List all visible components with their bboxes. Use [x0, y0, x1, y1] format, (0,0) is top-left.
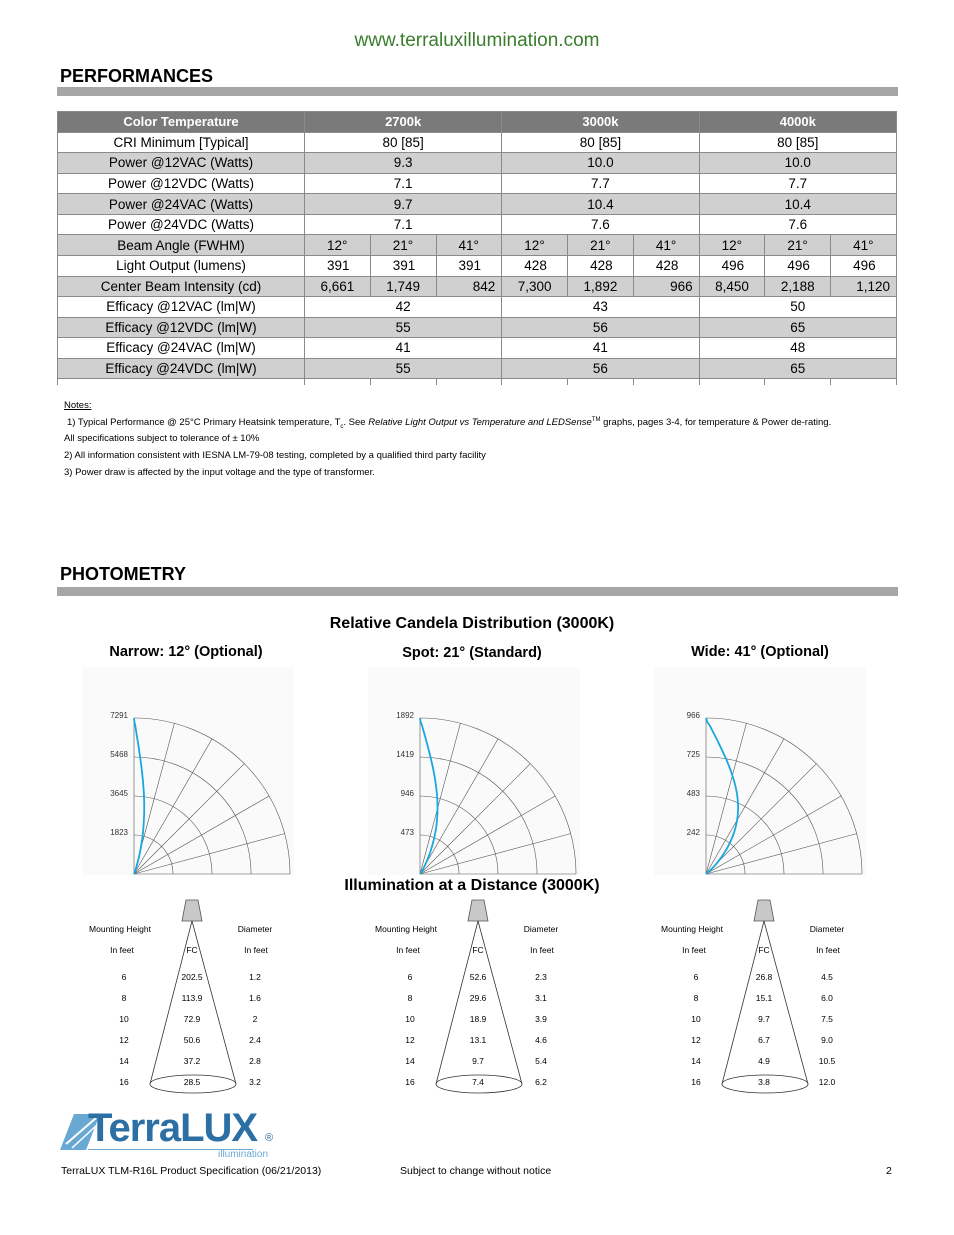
- diameter-value: 3.9: [535, 1014, 547, 1024]
- mounting-height-value: 8: [121, 993, 127, 1003]
- polar-spoke: [420, 834, 571, 874]
- table-cell: 42: [305, 297, 502, 318]
- diameter-value: 2: [252, 1014, 258, 1024]
- row-label: Power @12VDC (Watts): [58, 173, 305, 194]
- polar-spoke: [706, 739, 784, 874]
- table-tail-cell: [699, 379, 765, 385]
- fc-value: 15.1: [755, 993, 773, 1003]
- row-label: Power @12VAC (Watts): [58, 153, 305, 174]
- row-label: Light Output (lumens): [58, 255, 305, 276]
- mounting-height-value: 8: [693, 993, 699, 1003]
- table-cell: 12°: [699, 235, 765, 256]
- note-1-italic: Relative Light Output vs Temperature and LEDSense: [368, 417, 592, 429]
- table-row: [58, 338, 897, 359]
- lamp-icon: [754, 900, 774, 921]
- table-cell: 391: [436, 255, 502, 276]
- table-cell: 10.0: [699, 153, 896, 174]
- table-tail-cell: [370, 379, 436, 385]
- fc-value: 4.9: [758, 1056, 770, 1066]
- fc-value: 202.5: [181, 972, 203, 982]
- mounting-height-value: 6: [121, 972, 127, 982]
- polar-spoke: [134, 796, 269, 874]
- polar-tick-label: 1892: [396, 711, 414, 720]
- table-row: [58, 173, 897, 194]
- polar-spoke: [420, 723, 460, 874]
- polar-tick-label: 946: [400, 789, 414, 798]
- note-1-suffix: graphs, pages 3-4, for temperature & Power de-rating.: [600, 417, 832, 429]
- table-row: [58, 214, 897, 235]
- table-cell: 7.1: [305, 173, 502, 194]
- mounting-height-value: 10: [405, 1014, 415, 1024]
- table-cell: 10.4: [699, 194, 896, 215]
- table-cell: 41°: [633, 235, 699, 256]
- diameter-value: 10.5: [818, 1056, 836, 1066]
- table-cell: 496: [831, 255, 897, 276]
- mounting-height-value: 16: [405, 1077, 415, 1087]
- mounting-height-value: 14: [405, 1056, 415, 1066]
- table-cell: 7.6: [699, 214, 896, 235]
- polar-spoke: [134, 764, 244, 874]
- note-2: 2) All information consistent with IESNA LM-79-08 testing, completed by a qualified third party facility: [64, 450, 486, 462]
- row-label: Color Temperature: [58, 112, 305, 133]
- polar-tick-label: 473: [400, 828, 414, 837]
- in-feet-label: In feet: [244, 945, 268, 955]
- illumination-cone: [376, 896, 576, 1096]
- mounting-height-value: 10: [691, 1014, 701, 1024]
- polar-tick-label: 7291: [110, 711, 128, 720]
- mounting-height-value: 6: [407, 972, 413, 982]
- diameter-value: 2.4: [249, 1035, 261, 1045]
- table-cell: 966: [633, 276, 699, 297]
- fc-value: 37.2: [183, 1056, 201, 1066]
- terralux-logo: [60, 1108, 290, 1160]
- in-feet-label: In feet: [530, 945, 554, 955]
- in-feet-label: In feet: [396, 945, 420, 955]
- logo-text: TerraLUX: [88, 1106, 258, 1150]
- table-tail-cell: [305, 379, 371, 385]
- notes: [64, 400, 831, 479]
- polar-chart: [82, 667, 294, 875]
- table-cell: 391: [370, 255, 436, 276]
- table-cell: 55: [305, 358, 502, 379]
- row-label: Power @24VDC (Watts): [58, 214, 305, 235]
- table-cell: 7.1: [305, 214, 502, 235]
- table-cell: 2700k: [305, 112, 502, 133]
- mounting-height-value: 8: [407, 993, 413, 1003]
- table-cell: 80 [85]: [305, 132, 502, 153]
- illumination-cone: [662, 896, 862, 1096]
- lamp-icon: [182, 900, 202, 921]
- fc-value: 9.7: [472, 1056, 484, 1066]
- photometry-title: PHOTOMETRY: [60, 564, 187, 584]
- polar-spoke: [706, 834, 857, 874]
- table-cell: 8,450: [699, 276, 765, 297]
- row-label: Efficacy @24VAC (lm|W): [58, 338, 305, 359]
- row-label: Efficacy @12VDC (lm|W): [58, 317, 305, 338]
- logo-subtext: illumination: [218, 1149, 269, 1160]
- polar-tick-label: 3645: [110, 789, 128, 798]
- table-cell: 10.0: [502, 153, 699, 174]
- registered-icon: ®: [265, 1132, 274, 1144]
- table-row: [58, 358, 897, 379]
- table-cell: 1,749: [370, 276, 436, 297]
- table-cell: 7.7: [502, 173, 699, 194]
- note-1: [64, 417, 831, 432]
- table-cell: 4000k: [699, 112, 896, 133]
- diameter-value: 4.5: [821, 972, 833, 982]
- mounting-height-value: 12: [691, 1035, 701, 1045]
- illumination-title: Illumination at a Distance (3000K): [344, 877, 600, 894]
- table-tail-cell: [633, 379, 699, 385]
- table-cell: 48: [699, 338, 896, 359]
- table-tail-cell: [436, 379, 502, 385]
- row-label: Efficacy @12VAC (lm|W): [58, 297, 305, 318]
- table-cell: 9.7: [305, 194, 502, 215]
- polar-spoke: [134, 739, 212, 874]
- performance-table: [57, 111, 897, 385]
- fc-value: 26.8: [755, 972, 773, 982]
- table-cell: 6,661: [305, 276, 371, 297]
- mounting-height-value: 16: [119, 1077, 129, 1087]
- mounting-height-value: 14: [119, 1056, 129, 1066]
- table-cell: 21°: [568, 235, 634, 256]
- mounting-height-label: Mounting Height: [89, 924, 151, 934]
- table-cell: 12°: [305, 235, 371, 256]
- polar-tick-label: 242: [686, 828, 700, 837]
- table-row: [58, 153, 897, 174]
- mounting-height-label: Mounting Height: [375, 924, 437, 934]
- table-cell: 21°: [765, 235, 831, 256]
- row-label: Center Beam Intensity (cd): [58, 276, 305, 297]
- mounting-height-value: 10: [119, 1014, 129, 1024]
- table-cell: 80 [85]: [699, 132, 896, 153]
- panel-heading: Spot: 21° (Standard): [402, 645, 542, 661]
- table-cell: 1,892: [568, 276, 634, 297]
- note-1-tm: TM: [591, 416, 601, 423]
- candela-title: Relative Candela Distribution (3000K): [329, 615, 615, 632]
- fc-value: 113.9: [181, 993, 203, 1003]
- polar-tick-label: 725: [686, 750, 700, 759]
- polar-tick-label: 483: [686, 789, 700, 798]
- diameter-value: 9.0: [821, 1035, 833, 1045]
- polar-chart-svg: [368, 667, 580, 875]
- table-tail-cell: [58, 379, 305, 385]
- table-row: [58, 255, 897, 276]
- diameter-value: 6.2: [535, 1077, 547, 1087]
- table-row: [58, 194, 897, 215]
- diameter-value: 3.1: [535, 993, 547, 1003]
- fc-value: 13.1: [469, 1035, 487, 1045]
- table-cell: 21°: [370, 235, 436, 256]
- table-row: [58, 317, 897, 338]
- table-cell: 41°: [831, 235, 897, 256]
- performances-title: PERFORMANCES: [60, 66, 214, 86]
- row-label: Power @24VAC (Watts): [58, 194, 305, 215]
- table-cell: 428: [502, 255, 568, 276]
- mounting-height-label: Mounting Height: [661, 924, 723, 934]
- table-cell: 41: [305, 338, 502, 359]
- fc-label: FC: [186, 945, 198, 955]
- photometry-rule: [57, 587, 898, 596]
- table-row: [58, 112, 897, 133]
- table-cell: 50: [699, 297, 896, 318]
- mounting-height-value: 16: [691, 1077, 701, 1087]
- diameter-value: 2.3: [535, 972, 547, 982]
- note-3: 3) Power draw is affected by the input voltage and the type of transformer.: [64, 467, 375, 479]
- table-cell: 3000k: [502, 112, 699, 133]
- note-1b: All specifications subject to tolerance of ± 10%: [64, 433, 260, 445]
- note-1-text: 1) Typical Performance @ 25°C Primary Heatsink temperature, T: [67, 417, 341, 429]
- fc-value: 50.6: [183, 1035, 201, 1045]
- table-cell: 9.3: [305, 153, 502, 174]
- table-tail-cell: [568, 379, 634, 385]
- footer-doc: TerraLUX TLM-R16L Product Specification (06/21/2013): [61, 1165, 322, 1177]
- table-row: [58, 132, 897, 153]
- in-feet-label: In feet: [816, 945, 840, 955]
- fc-value: 72.9: [183, 1014, 201, 1024]
- fc-label: FC: [758, 945, 770, 955]
- note-1-mid: . See: [343, 417, 369, 429]
- mounting-height-value: 6: [693, 972, 699, 982]
- diameter-label: Diameter: [809, 924, 845, 934]
- table-cell: 7.6: [502, 214, 699, 235]
- table-cell: 65: [699, 358, 896, 379]
- mounting-height-value: 14: [691, 1056, 701, 1066]
- table-cell: 391: [305, 255, 371, 276]
- fc-value: 3.8: [758, 1077, 770, 1087]
- table-cell: 65: [699, 317, 896, 338]
- table-cell: 56: [502, 317, 699, 338]
- illumination-cone: [90, 896, 290, 1096]
- table-cell: 56: [502, 358, 699, 379]
- row-label: CRI Minimum [Typical]: [58, 132, 305, 153]
- table-tail: [58, 379, 897, 385]
- table-cell: 2,188: [765, 276, 831, 297]
- note-1-sub: c: [340, 423, 344, 430]
- fc-value: 52.6: [469, 972, 487, 982]
- footer-notice: Subject to change without notice: [400, 1165, 552, 1177]
- fc-value: 28.5: [183, 1077, 201, 1087]
- row-label: Efficacy @24VDC (lm|W): [58, 358, 305, 379]
- table-cell: 496: [699, 255, 765, 276]
- panel-heading: Narrow: 12° (Optional): [109, 644, 263, 660]
- fc-value: 7.4: [472, 1077, 484, 1087]
- table-row: [58, 235, 897, 256]
- fc-value: 9.7: [758, 1014, 770, 1024]
- table-cell: 80 [85]: [502, 132, 699, 153]
- website-url[interactable]: www.terraluxillumination.com: [354, 30, 600, 51]
- diameter-value: 5.4: [535, 1056, 547, 1066]
- table-cell: 55: [305, 317, 502, 338]
- diameter-value: 1.6: [249, 993, 261, 1003]
- diameter-value: 3.2: [249, 1077, 261, 1087]
- diameter-value: 2.8: [249, 1056, 261, 1066]
- table-tail-cell: [502, 379, 568, 385]
- notes-title: Notes:: [64, 400, 92, 411]
- table-cell: 496: [765, 255, 831, 276]
- performances-rule: [57, 87, 898, 96]
- fc-value: 29.6: [469, 993, 487, 1003]
- diameter-label: Diameter: [523, 924, 559, 934]
- table-row: [58, 297, 897, 318]
- fc-value: 6.7: [758, 1035, 770, 1045]
- row-label: Beam Angle (FWHM): [58, 235, 305, 256]
- table-cell: 7,300: [502, 276, 568, 297]
- diameter-value: 6.0: [821, 993, 833, 1003]
- polar-spoke: [706, 764, 816, 874]
- lamp-icon: [468, 900, 488, 921]
- mounting-height-value: 12: [405, 1035, 415, 1045]
- panel-heading: Wide: 41° (Optional): [691, 644, 829, 660]
- table-cell: 41°: [436, 235, 502, 256]
- in-feet-label: In feet: [682, 945, 706, 955]
- diameter-value: 1.2: [249, 972, 261, 982]
- in-feet-label: In feet: [110, 945, 134, 955]
- table-tail-cell: [831, 379, 897, 385]
- polar-tick-label: 1419: [396, 750, 414, 759]
- polar-tick-label: 966: [686, 711, 700, 720]
- diameter-value: 7.5: [821, 1014, 833, 1024]
- table-cell: 43: [502, 297, 699, 318]
- table-cell: 10.4: [502, 194, 699, 215]
- polar-spoke: [134, 834, 285, 874]
- diameter-value: 4.6: [535, 1035, 547, 1045]
- diameter-value: 12.0: [818, 1077, 836, 1087]
- fc-label: FC: [472, 945, 484, 955]
- table-tail-cell: [765, 379, 831, 385]
- table-cell: 428: [568, 255, 634, 276]
- table-cell: 842: [436, 276, 502, 297]
- fc-value: 18.9: [469, 1014, 487, 1024]
- table-cell: 428: [633, 255, 699, 276]
- polar-chart-svg: [82, 667, 294, 875]
- polar-chart: [654, 667, 866, 875]
- mounting-height-value: 12: [119, 1035, 129, 1045]
- page-number: 2: [886, 1165, 892, 1177]
- diameter-label: Diameter: [237, 924, 273, 934]
- table-row: [58, 276, 897, 297]
- polar-tick-label: 5468: [110, 750, 128, 759]
- table-cell: 12°: [502, 235, 568, 256]
- polar-tick-label: 1823: [110, 828, 128, 837]
- polar-spoke: [706, 796, 841, 874]
- table-cell: 41: [502, 338, 699, 359]
- polar-chart-svg: [654, 667, 866, 875]
- polar-chart: [368, 667, 580, 875]
- table-cell: 7.7: [699, 173, 896, 194]
- table-cell: 1,120: [831, 276, 897, 297]
- polar-spoke: [420, 796, 555, 874]
